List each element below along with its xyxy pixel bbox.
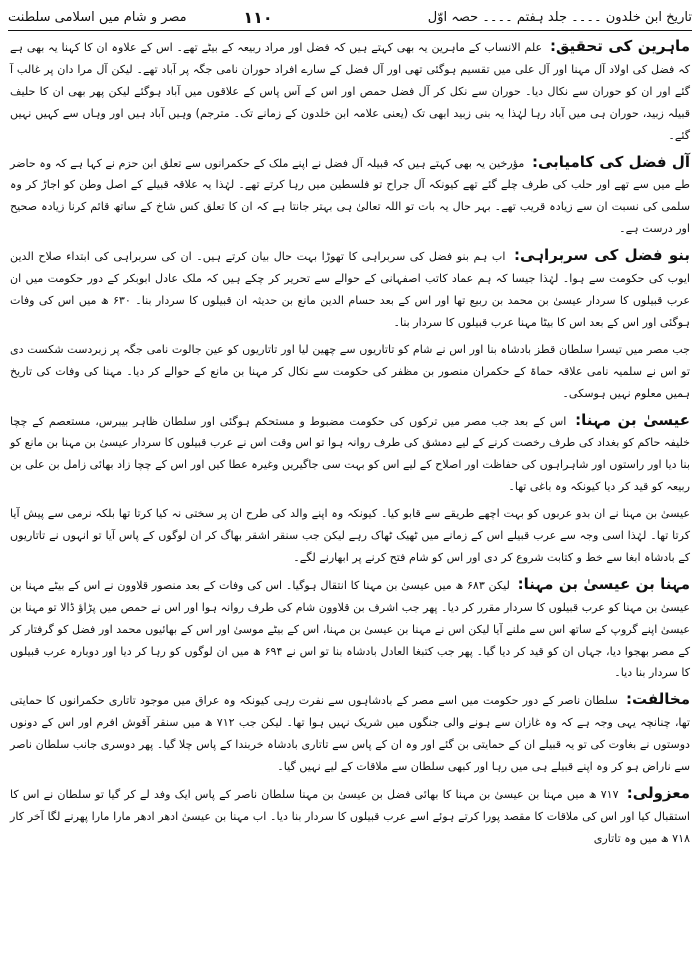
section-text: جب مصر میں تیسرا سلطان قطز بادشاہ بنا اور اس نے شام کو تاتاریوں سے چھین لیا اور تاتاریوں کو عین جالوت نامی جگہ پر زبردست شکست دی تو اس نے سلمیہ نامی علاقہ حماۃ کے حکمران منصور بن مظفر کی حکومت سے نکال کر مہنا بن مانع کے حوالے کر دیا۔ مہنا کی وفات کی تاریخ ہمیں معلوم نہیں ہوسکی۔ <box>10 342 690 400</box>
section-isa-bin-muhanna <box>10 410 690 499</box>
page-body <box>10 36 690 961</box>
section-dismissal <box>10 783 690 850</box>
section-text: مؤرخین یہ بھی کہتے ہیں کہ قبیلہ آل فضل نے اپنے ملک کے حکمرانوں سے تعلق ابن حزم نے کہا ہے کہ وہ حاضر طے میں سے تھے اور حلب کی طرف چلے گئے تھے کیونکہ آل جراح تو فلسطین میں رہا کرتے تھے۔ لہٰذا یہ علاقہ قبیلے کے اصل وطن کو اجاڑ کر وہ سلمی کی نسبت ان سے زیادہ قریب تھے۔ بہر حال یہ بات تو اللہ تعالیٰ ہی بہتر جانتا ہے کہ ان کا تعلق کس شاخ کے ساتھ قائم کرنا زیادہ صحیح اور درست ہے۔ <box>10 156 690 236</box>
section-heading: ماہرین کی تحقیق: <box>549 37 690 55</box>
volume-label: جلد ہفتم <box>516 9 567 25</box>
paragraph-qutuz <box>10 339 690 405</box>
book-title: تاریخ ابن خلدون <box>605 9 692 25</box>
section-heading: آل فضل کی کامیابی: <box>531 152 690 171</box>
section-al-fazl-success <box>10 152 690 241</box>
page-header <box>8 4 692 31</box>
part-label: حصہ اوّل <box>427 9 479 25</box>
section-heading: مہنا بن عیسیٰ بن مہنا: <box>517 574 691 593</box>
section-muhanna-bin-isa <box>10 574 690 685</box>
section-scholars-research <box>10 36 690 147</box>
section-heading: معزولی: <box>626 784 691 802</box>
section-text: ۷۱۷ ھ میں مہنا بن عیسیٰ بن مہنا کا بھائی فضل بن عیسیٰ بن مہنا سلطان ناصر کے پاس ایک وفد لے کر گیا تو سلطان نے اس کا استقبال کیا اور اس کی ملاقات کا مقصد پورا کرتے ہوئے اسے عرب قبیلوں کا سردار بنا دیا۔ اب مہنا بن عیسیٰ ادھر ادھر مارا مارا پھرنے لگا آخر کار ۷۱۸ ھ میں وہ تاتاری <box>10 788 690 845</box>
paragraph-isa-rule <box>10 503 690 569</box>
section-banu-fazl-leadership <box>10 245 690 334</box>
section-opposition <box>10 689 690 778</box>
section-heading: مخالفت: <box>625 690 691 709</box>
section-heading: عیسیٰ بن مہنا: <box>575 410 691 429</box>
section-text: اب ہم بنو فضل کی سربراہی کا تھوڑا بہت حال بیان کرتے ہیں۔ ان کی سربراہی کی ابتداء صلاح الدین ایوب کی حکومت سے ہوا۔ لہٰذا جیسا کہ ہم عماد کاتب اصفہانی کے حوالے سے تحریر کر چکے ہیں کہ ملک عادل ابوبکر کے دور حکومت میں ان عرب قبیلوں کا سردار عیسیٰ بن محمد بن ربیع تھا اور اس کے بعد حسام الدین مانع بن حدیثہ ان قبیلوں کا سردار بنا۔ ۶۳۰ ھ میں اس کی وفات ہوگئی اور اس کے بعد اس کا بیٹا مہنا عرب قبیلوں کا سردار بنا۔ <box>10 250 691 329</box>
section-text: عیسیٰ بن مہنا نے ان بدو عربوں کو بہت اچھے طریقے سے قابو کیا۔ کیونکہ وہ اپنے والد کی طرح ان پر سختی نہ کیا کرتا تھا بلکہ نرمی سے پیش آیا کرتا تھا۔ لہٰذا اسی وجہ سے عرب قبیلے اس کے زمانے میں ٹھیک ٹھاک رہے لیکن جب سنقر اشقر بھاگ کر ان لوگوں کے پاس آیا تو انہوں نے تاتاریوں کے بادشاہ ابغا سے خط و کتابت شروع کر دی اور اس کو شام فتح کرنے پر ابھارنے لگے۔ <box>10 507 690 564</box>
section-text: اس کے بعد جب مصر میں ترکوں کی حکومت مضبوط و مستحکم ہوگئی اور سلطان ظاہر بیبرس، مستعصم کے چچا خلیفہ حاکم کو بغداد کی طرف رخصت کرنے کے لیے دمشق کی طرف روانہ ہوا تو اس وقت اس نے عرب قبیلوں کا سردار عیسیٰ بن مہنا بن مانع کو بنا دیا اور راستوں اور شاہراہوں کی حفاظت اور اصلاح کے لیے اس کو بہت سی جاگیریں وغیرہ عطا کیں اور اس کے چچا زاد بھائی زامل بن علی بن ربیعہ کو قید کر دیا کیونکہ وہ باغی تھا۔ <box>10 414 690 494</box>
section-text: سلطان ناصر کے دور حکومت میں اسے مصر کے بادشاہوں سے نفرت رہی کیونکہ وہ عراق میں موجود تاتاری حکمرانوں کا حمایتی تھا، چنانچہ یہی وجہ ہے کہ وہ غازان سے ہونے والی جنگوں میں شریک نہیں ہوا تھا۔ لیکن جب ۷۱۲ ھ میں سنقر آقوش افرم اور اس کے دونوں دوستوں نے بغاوت کی تو یہ قبیلے ان کے حمایتی بن گئے اور وہ ان کے پاس سے تاتاری بادشاہ خربندا کے پاس چلا گیا۔ پھر دوسری جانب سلطان ناصر سے ناراض ہو کر وہ اپنے قبیلے ہی میں رہا اور کبھی سلطان سے ملاقات کے لیے نہیں گیا۔ <box>10 694 690 774</box>
chapter-title: مصر و شام میں اسلامی سلطنت <box>8 9 187 25</box>
page-number: ۱۱۰ <box>243 7 273 27</box>
section-text: علم الانساب کے ماہرین یہ بھی کہتے ہیں کہ فضل اور مراد ربیعہ کے بیٹے تھے۔ اس کے علاوہ ان کا کہنا یہ بھی ہے کہ فضل کی اولاد آل مہنا اور آل علی میں تقسیم ہوگئی تھی اور آل فضل کے سارے افراد حوران نامی جگہ پر آباد تھے۔ لیکن آل مرا دان پر غالب آ گئے اور ان کو حوران سے نکال دیا۔ حوران سے نکل کر آل فضل حمص اور اس کے آس پاس کے علاقوں میں آباد ہوگئے لیکن پھر بھی ان کا حلیف قبیلہ زبید، حوران ہی میں آباد رہا لہٰذا یہ بنی زبید ابھی تک (یعنی علامہ ابن خلدون کے زمانے تک۔ مترجم) وہیں آباد ہیں اور وہاں سے کہیں نہیں گئے۔ <box>10 41 690 142</box>
section-text: لیکن ۶۸۳ ھ میں عیسیٰ بن مہنا کا انتقال ہوگیا۔ اس کی وفات کے بعد منصور قلاوون نے اس کے بیٹے مہنا بن عیسیٰ بن مہنا کو عرب قبیلوں کا سردار مقرر کر دیا۔ پھر جب اشرف بن قلاوون شام کی طرف روانہ ہوا اور اس نے حمص میں پڑاؤ ڈالا تو مہنا بن عیسیٰ اپنے گروپ کے ساتھ اس سے ملنے آیا لیکن اس نے مہنا بن عیسیٰ بن مہنا، اس کے بیٹے موسیٰ اور اس کے بھائیوں محمد اور فضل کو گرفتار کر کے مصر بھجوا دیا، جہاں ان کو قید کر دیا گیا۔ پھر جب کتبغا العادل بادشاہ بنا تو اس نے ۶۹۴ ھ میں ان لوگوں کو رہا کر دیا اور دوبارہ عرب قبیلوں کا سردار بنا دیا۔ <box>10 578 691 680</box>
section-heading: بنو فضل کی سربراہی: <box>514 246 690 265</box>
header-book-info: تاریخ ابن خلدون ۔۔۔۔ جلد ہفتم ۔۔۔۔ حصہ اوّل <box>427 9 692 25</box>
